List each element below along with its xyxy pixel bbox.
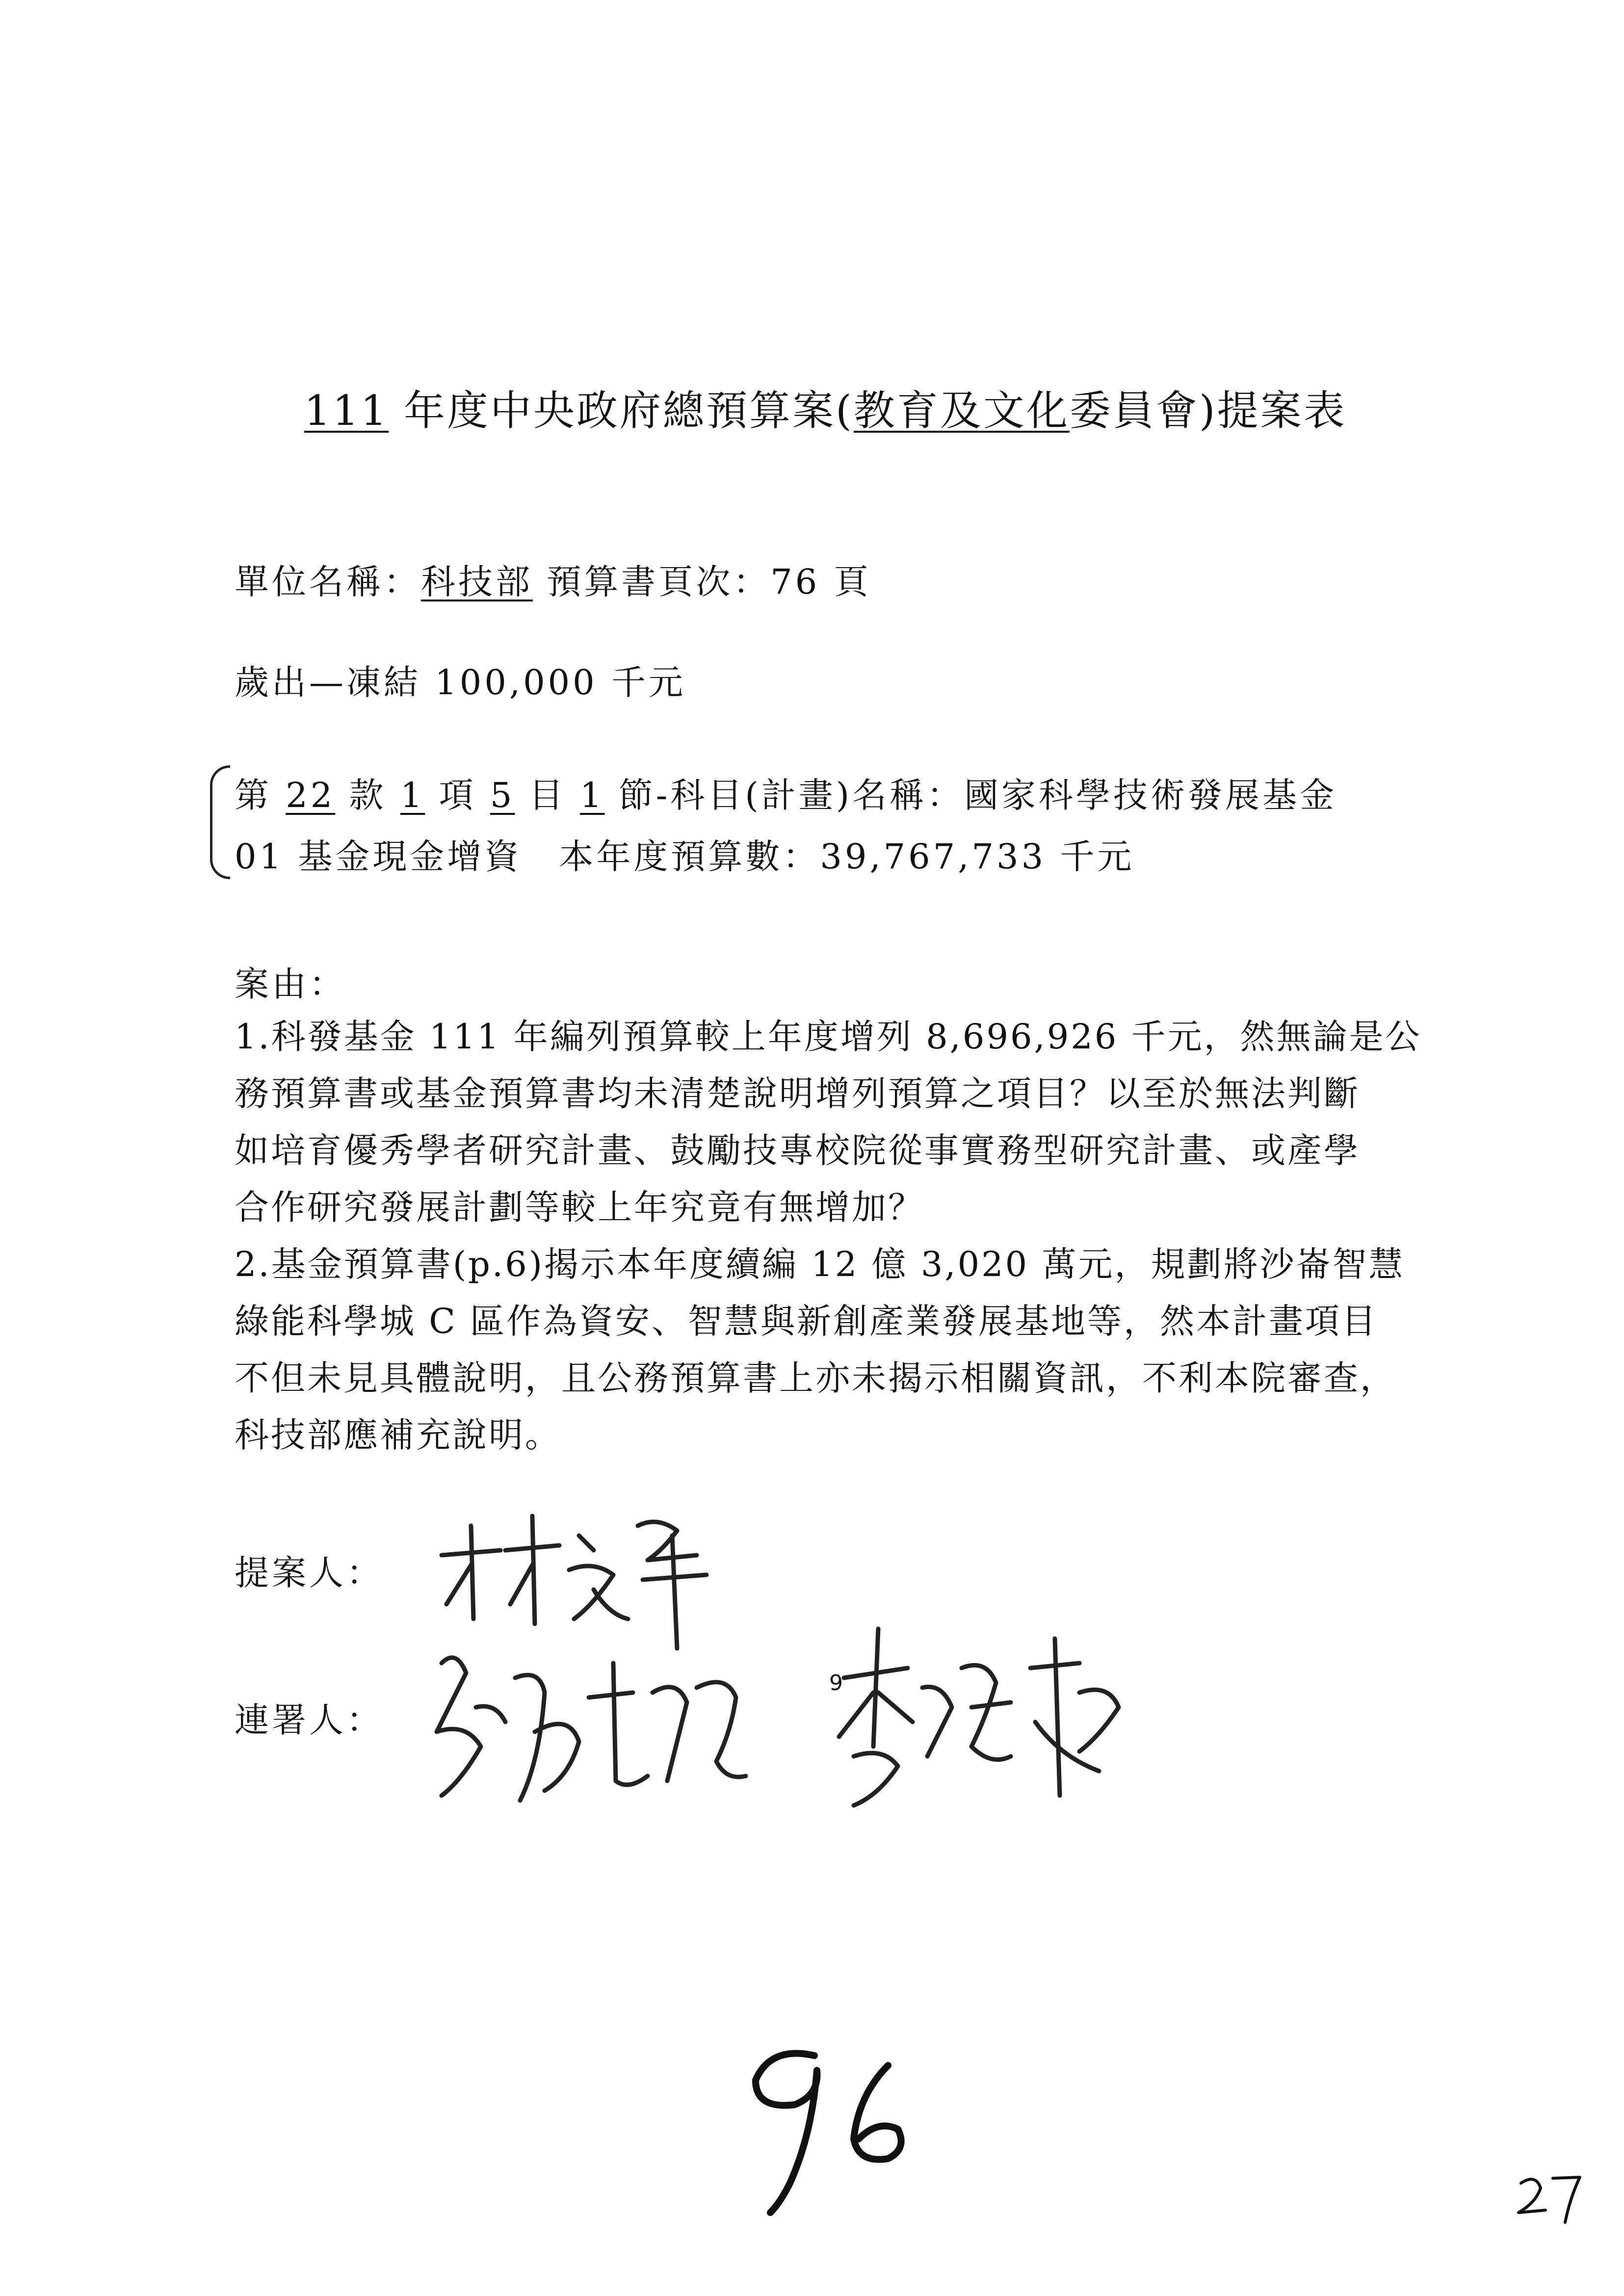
account-mu: 5 — [490, 775, 515, 815]
proposer-signature — [432, 1496, 736, 1653]
reason-body — [235, 1008, 1422, 1463]
unit-name: 科技部 — [421, 562, 533, 602]
unit-label: 單位名稱： — [235, 562, 421, 602]
reason-heading: 案由： — [235, 964, 346, 1004]
account-line-2: 01 基金現金增資 本年度預算數：39,767,733 千元 — [235, 836, 1135, 877]
cosigner-signature-1 — [422, 1634, 775, 1820]
account-text: 第 — [235, 775, 286, 815]
document-title — [304, 378, 1347, 437]
reason-line: 不但未見具體說明，且公務預算書上亦未揭示相關資訊，不利本院審查， — [235, 1358, 1396, 1398]
reason-line: 科技部應補充說明。 — [235, 1415, 561, 1455]
corner-handwritten-number — [1511, 2164, 1590, 2232]
account-text: 項 — [425, 775, 490, 815]
title-part1: 年度中央政府總預算案( — [389, 387, 854, 435]
handwritten-page-number — [711, 2036, 957, 2222]
account-text: 目 — [515, 775, 580, 815]
reason-line: 如培育優秀學者研究計畫、鼓勵技專校院從事實務型研究計畫、或產學 — [235, 1130, 1360, 1171]
unit-pages: 預算書頁次：76 頁 — [533, 562, 871, 602]
cosigner-signature-2 — [824, 1609, 1138, 1825]
account-kuan: 22 — [286, 775, 336, 815]
account-xiang: 1 — [400, 775, 425, 815]
reason-line: 2.基金預算書(p.6)揭示本年度續編 12 億 3,020 萬元，規劃將沙崙智慧 — [235, 1244, 1405, 1284]
cosigner-label: 連署人： — [235, 1700, 384, 1740]
account-text: 節-科目(計畫)名稱：國家科學技術發展基金 — [604, 775, 1337, 815]
reason-line: 合作研究發展計劃等較上年究竟有無增加？ — [235, 1187, 924, 1227]
proposer-label: 提案人： — [235, 1553, 384, 1593]
unit-line — [235, 554, 871, 604]
title-part2: 委員會)提案表 — [1069, 387, 1347, 435]
reason-line: 務預算書或基金預算書均未清楚說明增列預算之項目？以至於無法判斷 — [235, 1073, 1360, 1114]
account-line-1 — [235, 768, 1337, 817]
account-jie: 1 — [579, 775, 605, 815]
title-year: 111 — [304, 387, 389, 435]
account-bracket — [210, 765, 230, 879]
freeze-line: 歲出—凍結 100,000 千元 — [235, 662, 686, 703]
account-text: 款 — [335, 775, 400, 815]
page-number: 9 — [829, 1670, 843, 1696]
title-committee: 教育及文化 — [853, 387, 1070, 435]
reason-line: 綠能科學城 C 區作為資安、智慧與新創產業發展基地等，然本計畫項目 — [235, 1301, 1378, 1341]
reason-line: 1.科發基金 111 年編列預算較上年度增列 8,696,926 千元，然無論是公 — [235, 1017, 1422, 1057]
